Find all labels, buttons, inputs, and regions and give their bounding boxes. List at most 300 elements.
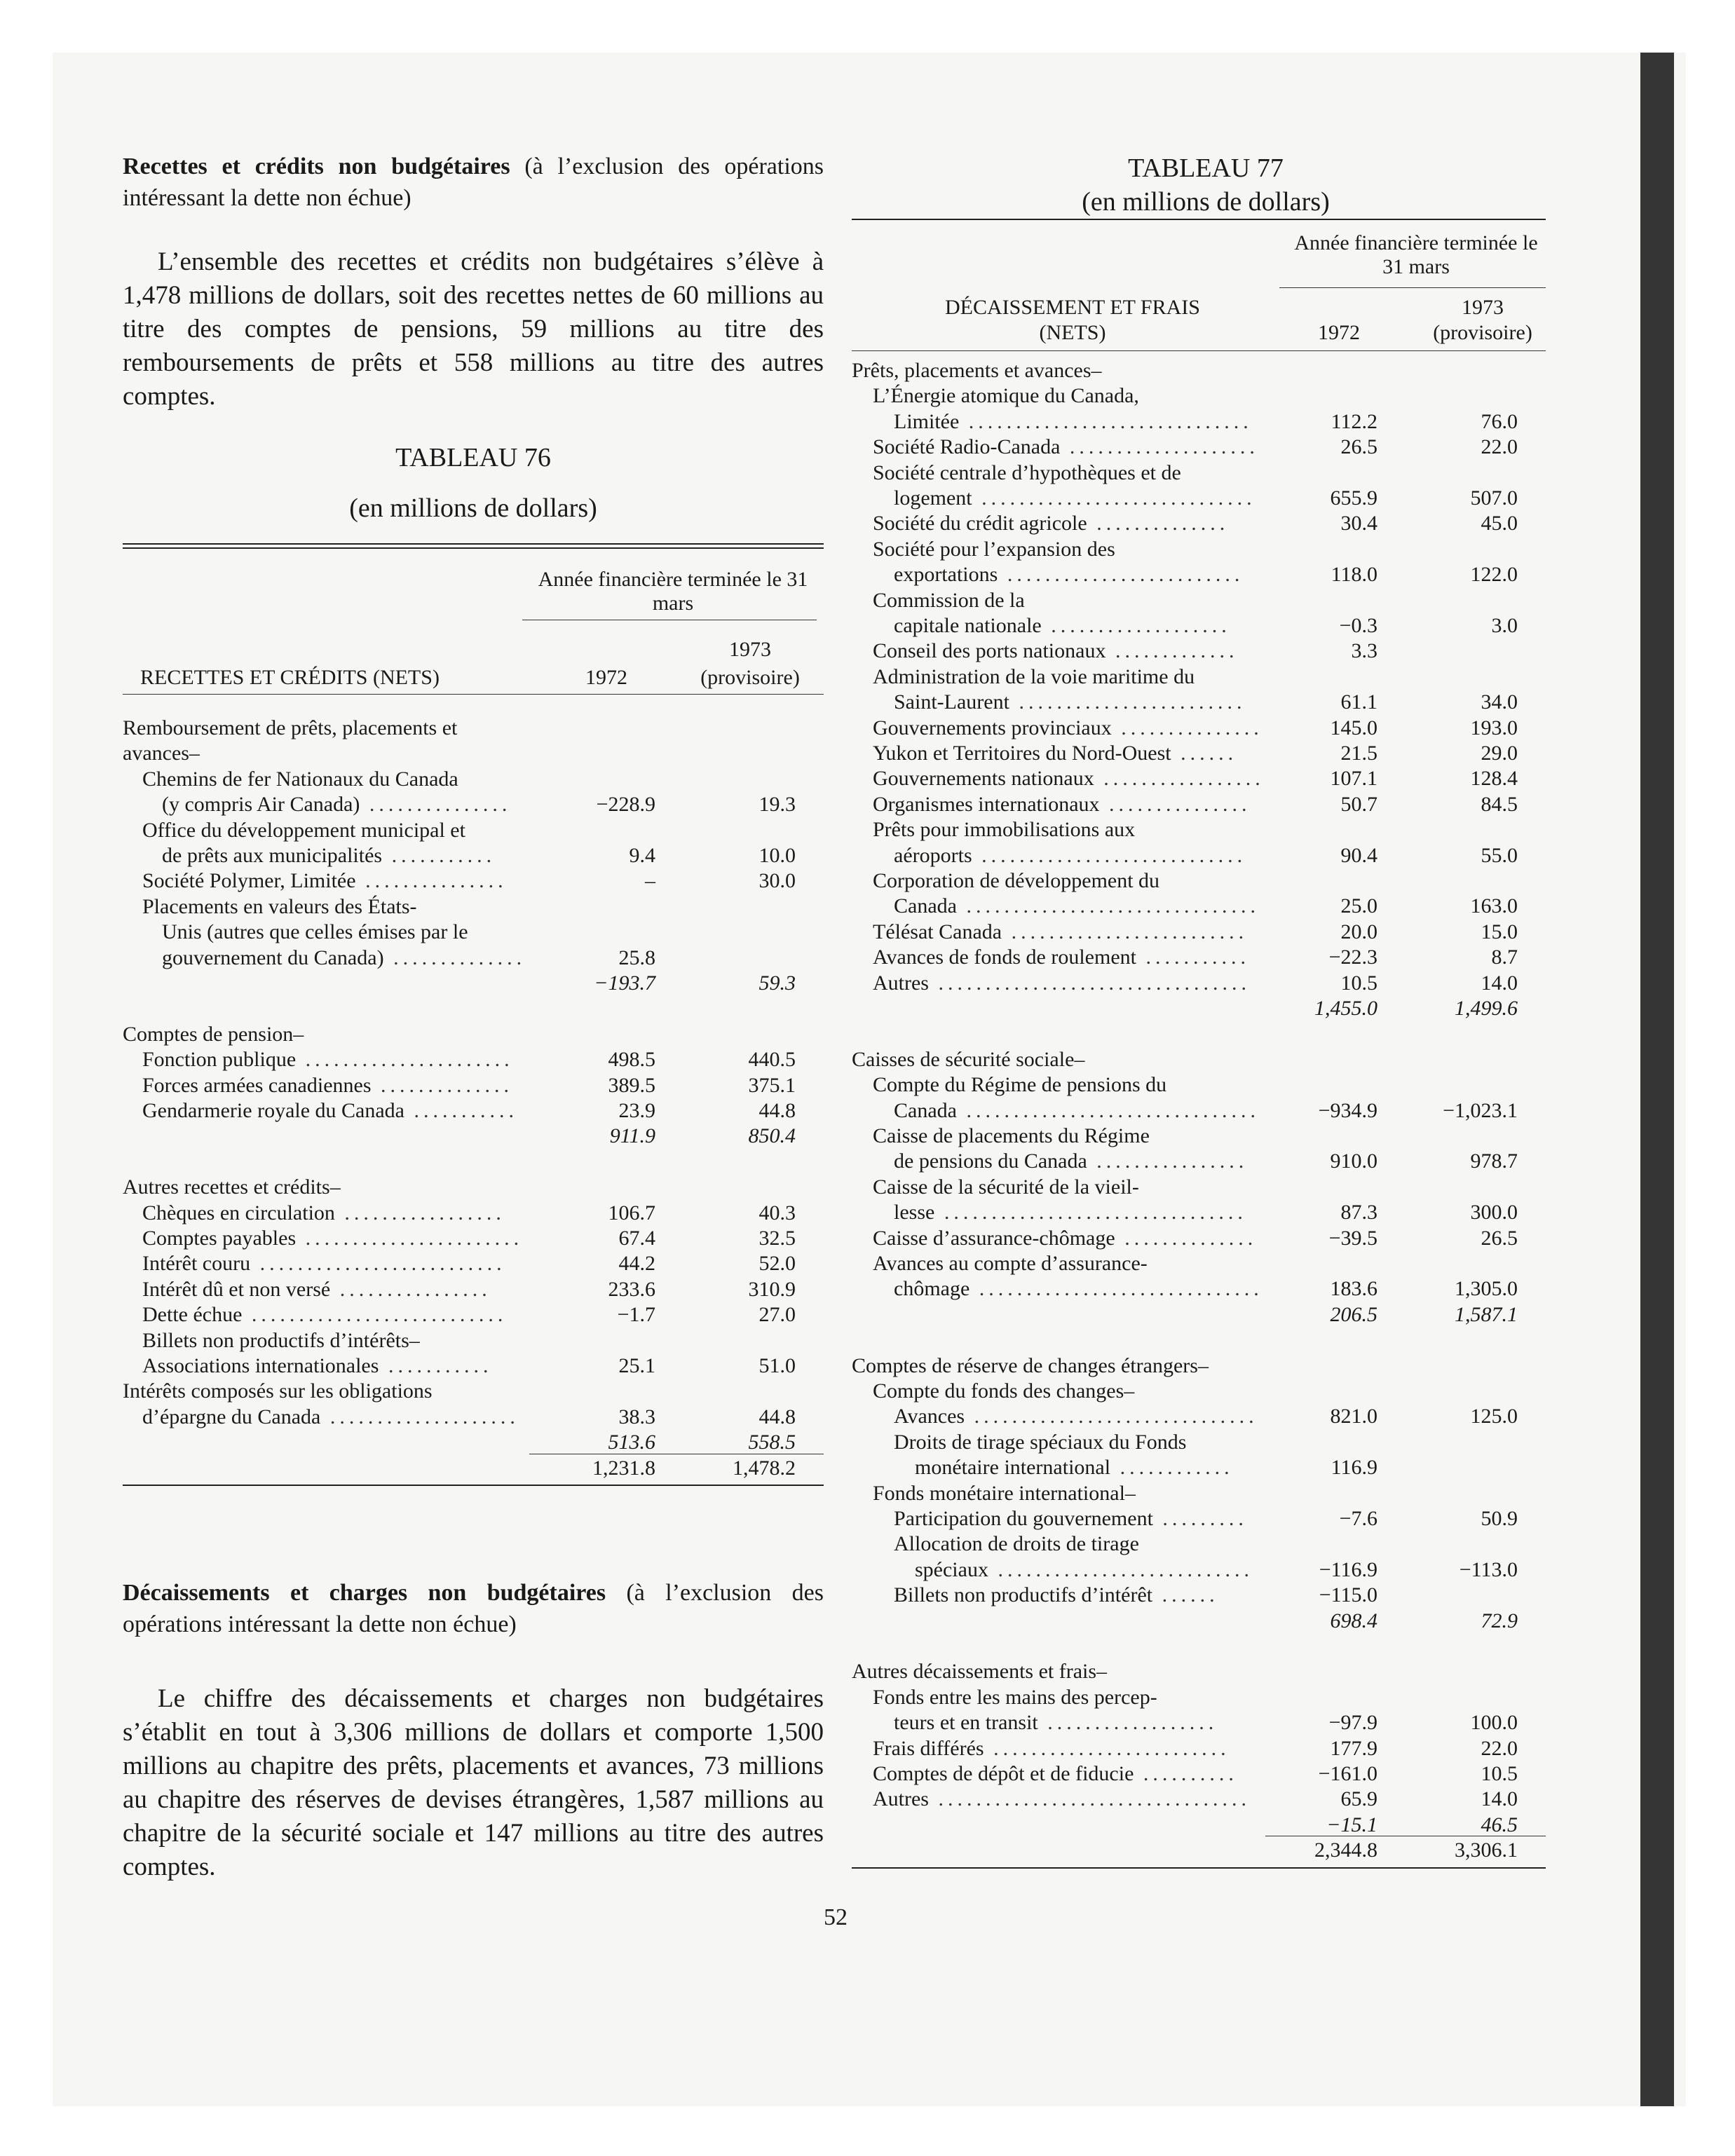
value-1973: 30.0 bbox=[758, 869, 796, 893]
table-row bbox=[852, 383, 1546, 409]
row-label: Avances au compte d’assurance- bbox=[873, 1252, 1148, 1275]
row-label: Placements en valeurs des États- bbox=[142, 894, 417, 918]
table77-top-rule bbox=[852, 219, 1546, 220]
value-1973: 45.0 bbox=[1481, 512, 1518, 535]
table-row bbox=[123, 817, 824, 844]
row-label: spéciaux ........................... bbox=[915, 1557, 1253, 1581]
row-label: Organismes internationaux ............... bbox=[873, 792, 1251, 816]
row-label: Autres ................................. bbox=[873, 971, 1251, 995]
row-label: Droits de tirage spéciaux du Fonds bbox=[894, 1430, 1187, 1454]
table-row bbox=[852, 664, 1546, 690]
table-row bbox=[852, 1123, 1546, 1149]
row-label: Associations internationales ........... bbox=[142, 1354, 493, 1377]
table-row bbox=[852, 765, 1546, 792]
row-label: chômage .............................. bbox=[894, 1277, 1263, 1301]
total-rule-below bbox=[123, 1485, 824, 1486]
row-label: Société Radio-Canada .................... bbox=[873, 435, 1259, 459]
row-label: Prêts pour immobilisations aux bbox=[873, 818, 1136, 842]
value-1972: 21.5 bbox=[1340, 742, 1377, 765]
row-label: Intérêt couru .......................... bbox=[142, 1252, 506, 1276]
table-row bbox=[852, 1837, 1546, 1864]
row-label: Canada ............................... bbox=[894, 894, 1260, 918]
table-row bbox=[852, 893, 1546, 920]
value-1973: 72.9 bbox=[1481, 1609, 1518, 1632]
table-row bbox=[852, 613, 1546, 639]
value-1972: 513.6 bbox=[608, 1431, 655, 1454]
value-1972: 118.0 bbox=[1331, 563, 1377, 587]
value-1973: 52.0 bbox=[758, 1252, 796, 1276]
leader-dots: .............................. bbox=[965, 1405, 1258, 1428]
table-row bbox=[852, 689, 1546, 716]
table-row bbox=[123, 1455, 824, 1482]
value-1973: 10.0 bbox=[758, 844, 796, 867]
value-1972: −15.1 bbox=[1326, 1813, 1377, 1836]
leader-dots: .............. bbox=[371, 1073, 514, 1097]
leader-dots: ............................... bbox=[956, 894, 1260, 918]
table-row bbox=[123, 1046, 824, 1073]
table77-title: TABLEAU 77 bbox=[1128, 153, 1284, 183]
table-row bbox=[123, 1378, 824, 1405]
value-1973: 19.3 bbox=[758, 793, 796, 817]
value-1972: 698.4 bbox=[1330, 1609, 1377, 1632]
table-row bbox=[852, 868, 1546, 894]
table-row bbox=[123, 791, 824, 818]
section-heading-recettes-rest: (à l’exclusion des opérations intéressant la dette non échue) bbox=[123, 153, 824, 211]
table-row bbox=[852, 460, 1546, 486]
value-1973: 8.7 bbox=[1491, 946, 1518, 969]
table-row bbox=[852, 740, 1546, 767]
table-row bbox=[123, 995, 824, 1022]
row-label: Intérêts composés sur les obligations bbox=[123, 1379, 433, 1403]
table-row bbox=[852, 1480, 1546, 1507]
row-label: Gendarmerie royale du Canada ........... bbox=[142, 1099, 518, 1122]
row-label: Fonction publique ...................... bbox=[142, 1048, 514, 1072]
table-row bbox=[852, 1454, 1546, 1481]
section-heading-decaissements-rest: (à l’exclusion des opérations intéressant la dette non échue) bbox=[123, 1580, 824, 1637]
table77-col2-year: 1973 bbox=[1462, 296, 1504, 319]
value-1972: 145.0 bbox=[1330, 716, 1377, 739]
table-row bbox=[123, 766, 824, 793]
leader-dots: .............. bbox=[383, 946, 526, 969]
leader-dots: ............................. bbox=[972, 486, 1256, 510]
table77-col1: 1972 bbox=[1318, 321, 1360, 344]
table-row bbox=[852, 1506, 1546, 1532]
value-1973: 22.0 bbox=[1481, 435, 1518, 459]
table-row bbox=[852, 1174, 1546, 1201]
value-1972: −161.0 bbox=[1318, 1762, 1377, 1785]
value-1972: 655.9 bbox=[1330, 486, 1377, 510]
row-label: Gouvernements nationaux ................. bbox=[873, 767, 1265, 791]
table-row bbox=[852, 1250, 1546, 1277]
table-row bbox=[123, 1149, 824, 1175]
value-1972: 50.7 bbox=[1340, 792, 1377, 816]
row-label: Forces armées canadiennes .............. bbox=[142, 1073, 514, 1097]
value-1973: 14.0 bbox=[1481, 971, 1518, 995]
table-row bbox=[852, 1021, 1546, 1047]
leader-dots: ........... bbox=[382, 844, 496, 867]
leader-dots: ............... bbox=[1099, 792, 1251, 816]
total-rule-below bbox=[852, 1867, 1546, 1869]
row-label: Société centrale d’hypothèques et de bbox=[873, 460, 1181, 484]
row-label: Caisse de la sécurité de la vieil- bbox=[873, 1175, 1139, 1199]
value-1972: 107.1 bbox=[1330, 767, 1377, 791]
leader-dots: ............................ bbox=[972, 843, 1247, 867]
table-row bbox=[852, 919, 1546, 946]
row-label: Allocation de droits de tirage bbox=[894, 1532, 1139, 1556]
row-label: Unis (autres que celles émises par le bbox=[162, 920, 468, 944]
row-label: Compte du Régime de pensions du bbox=[873, 1073, 1167, 1097]
value-1972: 25.8 bbox=[618, 946, 655, 969]
leader-dots: ......................... bbox=[1002, 920, 1248, 943]
table-row bbox=[852, 1098, 1546, 1124]
value-1972: 1,231.8 bbox=[592, 1456, 655, 1480]
value-1972: 3.3 bbox=[1351, 639, 1377, 663]
value-1972: 2,344.8 bbox=[1314, 1838, 1377, 1862]
table-row bbox=[852, 485, 1546, 512]
row-label: Chèques en circulation ................. bbox=[142, 1201, 505, 1224]
value-1973: 40.3 bbox=[758, 1201, 796, 1224]
value-1973: 558.5 bbox=[748, 1431, 796, 1454]
table77-subtitle: (en millions de dollars) bbox=[1082, 187, 1330, 217]
value-1973: 128.4 bbox=[1470, 767, 1518, 791]
value-1972: 25.0 bbox=[1340, 894, 1377, 918]
leader-dots: ........................ bbox=[1009, 690, 1246, 714]
table-row bbox=[123, 1200, 824, 1227]
value-1973: 163.0 bbox=[1470, 894, 1518, 918]
leader-dots: ........... bbox=[379, 1354, 493, 1377]
value-1973: 26.5 bbox=[1481, 1226, 1518, 1250]
value-1973: 76.0 bbox=[1481, 409, 1518, 433]
leader-dots: ............. bbox=[1105, 639, 1239, 663]
row-label: Gouvernements provinciaux ............... bbox=[873, 716, 1263, 739]
table-row bbox=[852, 715, 1546, 742]
value-1972: 206.5 bbox=[1330, 1302, 1377, 1326]
table-row bbox=[852, 995, 1546, 1022]
value-1973: −1,023.1 bbox=[1443, 1098, 1518, 1122]
leader-dots: ........................... bbox=[988, 1557, 1253, 1581]
table77-header-rule bbox=[852, 350, 1546, 351]
value-1973: 15.0 bbox=[1481, 920, 1518, 943]
value-1972: −7.6 bbox=[1339, 1507, 1377, 1530]
table-row bbox=[852, 1302, 1546, 1328]
row-label: d’épargne du Canada .................... bbox=[142, 1405, 519, 1428]
value-1973: 850.4 bbox=[748, 1124, 796, 1148]
row-label: (y compris Air Canada) ............... bbox=[162, 793, 512, 817]
row-label: Billets non productifs d’intérêt ...... bbox=[894, 1583, 1219, 1607]
leader-dots: .................. bbox=[1037, 1711, 1218, 1735]
table-row bbox=[852, 357, 1546, 384]
leader-dots: .................... bbox=[1060, 435, 1259, 459]
value-1972: 23.9 bbox=[618, 1099, 655, 1122]
value-1972: 910.0 bbox=[1330, 1149, 1377, 1173]
leader-dots: ............................... bbox=[956, 1098, 1260, 1122]
table-row bbox=[123, 1250, 824, 1277]
table-row bbox=[123, 740, 824, 767]
value-1973: 59.3 bbox=[758, 971, 796, 995]
row-label: Intérêt dû et non versé ................ bbox=[142, 1277, 491, 1301]
table76-subtitle: (en millions de dollars) bbox=[349, 493, 597, 523]
table-row bbox=[852, 1786, 1546, 1813]
value-1973: 1,587.1 bbox=[1455, 1302, 1518, 1326]
table-row bbox=[123, 1353, 824, 1379]
row-label: Prêts, placements et avances– bbox=[852, 359, 1102, 382]
table-row bbox=[123, 919, 824, 946]
table-row bbox=[852, 434, 1546, 460]
leader-dots: ............... bbox=[355, 869, 508, 893]
leader-dots: ................. bbox=[334, 1201, 505, 1224]
value-1973: 55.0 bbox=[1481, 843, 1518, 867]
row-label: Comptes payables ....................... bbox=[142, 1227, 524, 1250]
leader-dots: ....................... bbox=[296, 1227, 524, 1250]
leader-dots: ........... bbox=[1136, 946, 1250, 969]
value-1972: 389.5 bbox=[608, 1073, 655, 1097]
row-label: L’Énergie atomique du Canada, bbox=[873, 384, 1139, 408]
row-label: Avances de fonds de roulement ........... bbox=[873, 946, 1250, 969]
row-label: Caisse d’assurance-chômage .............. bbox=[873, 1226, 1258, 1250]
row-label: Chemins de fer Nationaux du Canada bbox=[142, 767, 458, 791]
section-heading-decaissements-bold: Décaissements et charges non budgétaires bbox=[123, 1580, 606, 1606]
leader-dots: ................ bbox=[1087, 1149, 1248, 1173]
table-row bbox=[852, 1812, 1546, 1838]
row-label: Remboursement de prêts, placements et bbox=[123, 716, 458, 739]
table-row bbox=[852, 1378, 1546, 1405]
table-row bbox=[123, 1276, 824, 1303]
value-1972: −193.7 bbox=[594, 971, 655, 995]
leader-dots: ............... bbox=[360, 793, 512, 817]
table-row bbox=[852, 1684, 1546, 1711]
table-row bbox=[123, 868, 824, 894]
value-1972: 65.9 bbox=[1340, 1787, 1377, 1811]
table77-col-label-a: DÉCAISSEMENT ET FRAIS bbox=[945, 296, 1200, 319]
table-row bbox=[852, 1225, 1546, 1252]
row-label: Frais différés ......................... bbox=[873, 1736, 1230, 1760]
value-1973: 32.5 bbox=[758, 1227, 796, 1250]
leader-dots: ...... bbox=[1152, 1583, 1219, 1607]
value-1972: 90.4 bbox=[1340, 843, 1377, 867]
value-1972: 10.5 bbox=[1340, 971, 1377, 995]
row-label: avances– bbox=[123, 742, 200, 765]
value-1973: 1,478.2 bbox=[733, 1456, 796, 1480]
row-label: Fonds monétaire international– bbox=[873, 1481, 1136, 1505]
value-1973: 27.0 bbox=[758, 1303, 796, 1327]
value-1973: 44.8 bbox=[758, 1099, 796, 1122]
table-row bbox=[123, 1328, 824, 1354]
value-1973: 193.0 bbox=[1470, 716, 1518, 739]
row-label: de prêts aux municipalités ........... bbox=[162, 844, 496, 867]
leader-dots: ...... bbox=[1171, 742, 1238, 765]
value-1972: 821.0 bbox=[1330, 1405, 1377, 1428]
value-1972: 177.9 bbox=[1330, 1736, 1377, 1760]
table-row bbox=[123, 1123, 824, 1149]
value-1972: −228.9 bbox=[596, 793, 655, 817]
value-1973: 14.0 bbox=[1481, 1787, 1518, 1811]
table-row bbox=[852, 409, 1546, 435]
table-row bbox=[852, 1531, 1546, 1557]
value-1973: 46.5 bbox=[1481, 1813, 1518, 1836]
row-label: teurs et en transit .................. bbox=[894, 1711, 1218, 1735]
row-label: Télésat Canada ......................... bbox=[873, 920, 1248, 943]
row-label: Fonds entre les mains des percep- bbox=[873, 1685, 1157, 1709]
table-row bbox=[123, 1174, 824, 1201]
row-label: logement ............................. bbox=[894, 486, 1256, 510]
row-label: Compte du fonds des changes– bbox=[873, 1379, 1135, 1403]
leader-dots: .......................... bbox=[250, 1252, 506, 1276]
value-1972: 183.6 bbox=[1330, 1277, 1377, 1301]
row-label: Caisses de sécurité sociale– bbox=[852, 1047, 1085, 1071]
value-1972: 116.9 bbox=[1331, 1456, 1377, 1480]
table-row bbox=[852, 587, 1546, 614]
value-1972: −115.0 bbox=[1319, 1583, 1377, 1607]
table-row bbox=[852, 970, 1546, 997]
table77-year-rule bbox=[1279, 287, 1546, 288]
table76-col2-year: 1973 bbox=[729, 638, 771, 661]
value-1973: 50.9 bbox=[1481, 1507, 1518, 1530]
row-label: Comptes de réserve de changes étrangers– bbox=[852, 1353, 1209, 1377]
value-1973: 122.0 bbox=[1470, 563, 1518, 587]
table76-header-rule bbox=[123, 694, 824, 695]
value-1972: −39.5 bbox=[1328, 1226, 1377, 1250]
row-label: Office du développement municipal et bbox=[142, 818, 465, 842]
value-1972: −1.7 bbox=[617, 1303, 655, 1327]
table76-col1: 1972 bbox=[585, 666, 627, 689]
row-label: Autres recettes et crédits– bbox=[123, 1175, 341, 1199]
leader-dots: ........................... bbox=[242, 1303, 508, 1327]
table-row bbox=[852, 1710, 1546, 1736]
row-label: Dette échue ........................... bbox=[142, 1303, 508, 1327]
table-row bbox=[852, 561, 1546, 588]
table-row bbox=[123, 842, 824, 869]
leader-dots: ............ bbox=[1110, 1456, 1234, 1480]
row-label: Conseil des ports nationaux ............. bbox=[873, 639, 1239, 663]
row-label: Société pour l’expansion des bbox=[873, 537, 1115, 561]
leader-dots: .................... bbox=[320, 1405, 519, 1428]
table-row bbox=[123, 1404, 824, 1431]
row-label: Autres ................................. bbox=[873, 1787, 1251, 1811]
value-1973: 44.8 bbox=[758, 1405, 796, 1428]
table-row bbox=[852, 536, 1546, 563]
leader-dots: ......................... bbox=[998, 563, 1244, 587]
leader-dots: ................................. bbox=[928, 971, 1251, 995]
value-1972: 38.3 bbox=[618, 1405, 655, 1428]
leader-dots: .............. bbox=[1087, 512, 1230, 535]
row-label: Yukon et Territoires du Nord-Ouest ...... bbox=[873, 742, 1238, 765]
row-label: Comptes de pension– bbox=[123, 1022, 304, 1046]
table-row bbox=[852, 1353, 1546, 1379]
value-1972: 9.4 bbox=[629, 844, 655, 867]
row-label: Société Polymer, Limitée ............... bbox=[142, 869, 508, 893]
leader-dots: ........... bbox=[404, 1099, 518, 1122]
value-1973: 29.0 bbox=[1481, 742, 1518, 765]
value-1972: −934.9 bbox=[1318, 1098, 1377, 1122]
row-label: Société du crédit agricole .............. bbox=[873, 512, 1230, 535]
value-1972: 911.9 bbox=[609, 1124, 655, 1148]
value-1973: 1,499.6 bbox=[1455, 997, 1518, 1020]
table-row bbox=[123, 1098, 824, 1124]
value-1972: −97.9 bbox=[1328, 1711, 1377, 1735]
table-row bbox=[852, 1735, 1546, 1762]
value-1973: 100.0 bbox=[1470, 1711, 1518, 1735]
row-label: Billets non productifs d’intérêts– bbox=[142, 1328, 420, 1352]
table-row bbox=[852, 1199, 1546, 1226]
table77-col2-note: (provisoire) bbox=[1433, 321, 1532, 344]
leader-dots: ......... bbox=[1152, 1507, 1248, 1530]
value-1972: 106.7 bbox=[608, 1201, 655, 1224]
value-1972: 87.3 bbox=[1340, 1201, 1377, 1224]
value-1973: 440.5 bbox=[748, 1048, 796, 1072]
table76-year-header: Année financière terminée le 31 mars bbox=[538, 568, 808, 615]
value-1972: −22.3 bbox=[1328, 946, 1377, 969]
leader-dots: ................ bbox=[330, 1277, 491, 1301]
value-1973: 125.0 bbox=[1470, 1405, 1518, 1428]
value-1973: 1,305.0 bbox=[1455, 1277, 1518, 1301]
paragraph-decaissements: Le chiffre des décaissements et charges non budgétaires s’établit en tout à 3,306 millions de dollars et comporte 1,500 millions au chapitre des prêts, placements et avances, 73 millions au chapitre des réserves de devises étrangères, 1,587 millions au chapitre de la sécurité sociale et 147 millions au titre des autres comptes. bbox=[123, 1684, 824, 1881]
table-row bbox=[852, 1276, 1546, 1302]
value-1972: 26.5 bbox=[1340, 435, 1377, 459]
table-row bbox=[852, 638, 1546, 664]
table-row bbox=[852, 1403, 1546, 1430]
value-1972: −0.3 bbox=[1339, 614, 1377, 637]
table-row bbox=[852, 1658, 1546, 1685]
row-label: Comptes de dépôt et de fiducie .......... bbox=[873, 1762, 1238, 1785]
row-label: capitale nationale ................... bbox=[894, 614, 1231, 637]
value-1973: 300.0 bbox=[1470, 1201, 1518, 1224]
value-1973: 10.5 bbox=[1481, 1762, 1518, 1785]
table76-col-label: RECETTES ET CRÉDITS (NETS) bbox=[140, 666, 440, 689]
table-row bbox=[852, 1608, 1546, 1635]
value-1972: 233.6 bbox=[608, 1277, 655, 1301]
leader-dots: ................................. bbox=[928, 1787, 1251, 1811]
row-label: Autres décaissements et frais– bbox=[852, 1660, 1108, 1684]
row-label: Avances .............................. bbox=[894, 1405, 1258, 1428]
value-1972: 25.1 bbox=[618, 1354, 655, 1377]
leader-dots: .............................. bbox=[959, 409, 1253, 433]
value-1973: 978.7 bbox=[1470, 1149, 1518, 1173]
paragraph-recettes: L’ensemble des recettes et crédits non budgétaires s’élève à 1,478 millions de dollars, soit des recettes nettes de 60 millions au titre des comptes de pensions, 59 millions au titre des remboursements de prêts et 558 millions au titre des autres comptes. bbox=[123, 247, 824, 411]
value-1973: 22.0 bbox=[1481, 1736, 1518, 1760]
value-1972: 498.5 bbox=[608, 1048, 655, 1072]
leader-dots: ............... bbox=[1111, 716, 1263, 739]
table-row bbox=[852, 1046, 1546, 1073]
value-1972: – bbox=[645, 869, 655, 893]
section-heading-recettes-bold: Recettes et crédits non budgétaires bbox=[123, 153, 510, 179]
table-row bbox=[123, 1225, 824, 1252]
row-label: Administration de la voie maritime du bbox=[873, 664, 1195, 688]
row-label: gouvernement du Canada) .............. bbox=[162, 946, 526, 969]
value-1973: −113.0 bbox=[1459, 1557, 1518, 1581]
table76-top-rule-2 bbox=[123, 547, 824, 549]
table-row bbox=[852, 817, 1546, 843]
page-number: 52 bbox=[824, 1904, 848, 1930]
row-label: lesse ................................ bbox=[894, 1201, 1247, 1224]
leader-dots: .............. bbox=[1115, 1226, 1258, 1250]
row-label: Commission de la bbox=[873, 588, 1025, 612]
leader-dots: ...................... bbox=[296, 1048, 514, 1072]
table-row bbox=[123, 970, 824, 997]
leader-dots: .............................. bbox=[969, 1277, 1263, 1301]
row-label: Participation du gouvernement ......... bbox=[894, 1507, 1248, 1530]
value-1973: 507.0 bbox=[1470, 486, 1518, 510]
value-1972: 30.4 bbox=[1340, 512, 1377, 535]
leader-dots: .......... bbox=[1134, 1762, 1238, 1785]
row-label: Corporation de développement du bbox=[873, 869, 1160, 892]
table-row bbox=[852, 1633, 1546, 1660]
row-label: Limitée .............................. bbox=[894, 409, 1253, 433]
value-1972: 44.2 bbox=[618, 1252, 655, 1276]
table-row bbox=[123, 894, 824, 920]
table-row bbox=[123, 1072, 824, 1099]
value-1973: 310.9 bbox=[748, 1277, 796, 1301]
table-row bbox=[852, 1557, 1546, 1583]
